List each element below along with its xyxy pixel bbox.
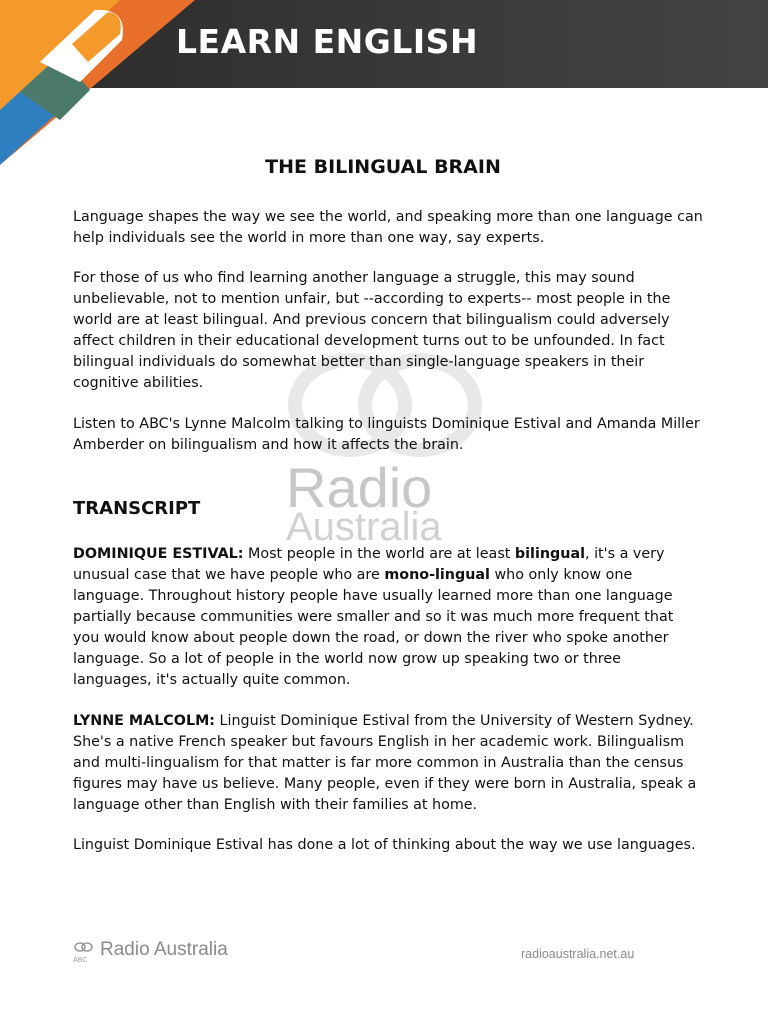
- intro-paragraph-2: For those of us who find learning another language a struggle, this may sound unbelievable, not to mention unfair, but --according to experts-- most people in the world are at least bilingual. And previous concern that bilingualism could adversely affect children in their educational development turns out to be unfounded. In fact bilingual individuals do somewhat better than single-language speakers in their cognitive abilities.: [73, 270, 671, 391]
- footer-brand: Radio Australia: [100, 939, 228, 960]
- bold-term: mono-lingual: [384, 567, 490, 583]
- transcript-paragraph-estival: [73, 544, 703, 691]
- paragraph-text: , it's a very unusual case that we have people who are: [73, 546, 665, 583]
- paragraph-text: Most people in the world are at least: [243, 546, 515, 562]
- abc-learn-english-logo-icon: [0, 0, 200, 165]
- intro-paragraph-1: Language shapes the way we see the world, and speaking more than one language can help individuals see the world in more than one way, say experts.: [73, 209, 703, 246]
- watermark-australia-text: Australia: [286, 505, 442, 549]
- watermark-radio-text: Radio: [286, 456, 433, 519]
- footer-abc-label: ABC: [73, 957, 88, 964]
- transcript-paragraph-malcolm: [73, 711, 703, 816]
- header-title: LEARN ENGLISH: [176, 22, 479, 61]
- speaker-label: LYNNE MALCOLM:: [73, 713, 216, 729]
- bold-term: bilingual: [514, 546, 585, 562]
- speaker-label: DOMINIQUE ESTIVAL:: [73, 546, 244, 562]
- intro-paragraph-3: Listen to ABC's Lynne Malcolm talking to linguists Dominique Estival and Amanda Miller Amberder on bilingualism and how it affects the brain.: [73, 416, 700, 453]
- footer-url: radioaustralia.net.au: [521, 947, 635, 961]
- paragraph-text: who only know one language. Throughout history people have usually learned more than one language partially because communities were smaller and so it was much more frequent that you would know about people down the road, or down the river who spoke another language. So a lot of people in the world now grow up speaking two or three languages, it's actually quite common.: [73, 567, 674, 688]
- article-title: THE BILINGUAL BRAIN: [265, 156, 501, 178]
- transcript-paragraph-3: Linguist Dominique Estival has done a lot of thinking about the way we use languages.: [73, 837, 696, 853]
- transcript-heading: TRANSCRIPT: [73, 498, 201, 519]
- paragraph-text: Linguist Dominique Estival from the University of Western Sydney. She's a native French speaker but favours English in her academic work. Bilingualism and multi-lingualism for that matter is far more common in Australia than the census figures may have us believe. Many people, even if they were born in Australia, speak a language other than English with their families at home.: [73, 713, 697, 813]
